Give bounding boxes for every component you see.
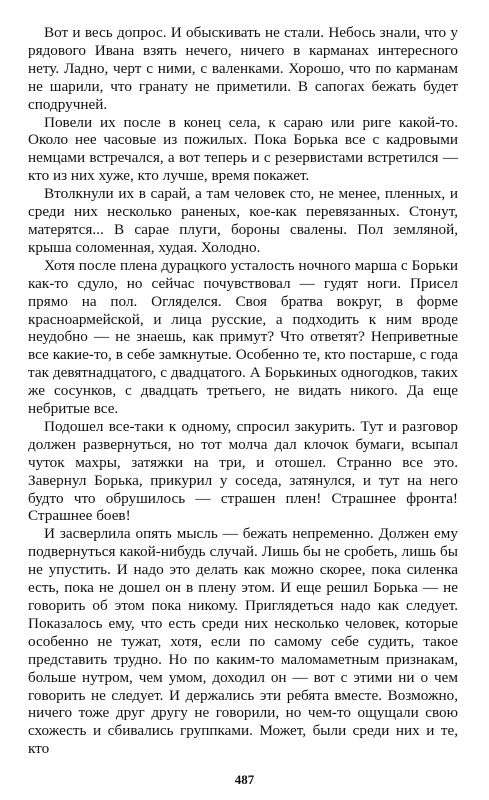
page-number: 487 xyxy=(234,772,255,787)
book-page-text xyxy=(28,24,458,758)
paragraph-5: Подошел все-таки к одному, спросил закурить. Тут и разговор должен развернуться, но тот молча дал клочок бумаги, всыпал чуток махры, затяжки на три, и отошел. Странно все это. Завернул Борька, прикурил у соседа, затянулся, и тут на него будто что обрушилось — страшен плен! Страшнее фронта! Страшнее боев! xyxy=(28,417,458,525)
paragraph-1: Вот и весь допрос. И обыскивать не стали. Небось знали, что у рядового Ивана взять нечего, ничего в карманах интересного нету. Ладно, черт с ними, с валенками. Хорошо, что по карманам не шарили, что гранату не приметили. В сапогах бежать будет сподручней. xyxy=(28,24,458,113)
paragraph-4: Хотя после плена дурацкого усталость ночного марша с Борьки как-то сдуло, но сейчас почувствовал — гудят ноги. Присел прямо на пол. Огляделся. Своя братва вокруг, в форме красноармейской, и лица русские, а подходить к ним вроде неудобно — не знаешь, как примут? Что ответят? Неприветные все какие-то, в себе замкнутые. Особенно те, кто постарше, с года так девятнадцатого, с двадцатого. А Борькиных одногодков, таких же сосунков, с двадцать третьего, не видать никого. Да еще небритые все. xyxy=(28,256,458,418)
paragraph-3: Втолкнули их в сарай, а там человек сто, не менее, пленных, и среди них несколько раненых, кое-как перевязанных. Стонут, матерятся... В сарае плуги, бороны свалены. Пол земляной, крыша соломенная, худая. Холодно. xyxy=(28,185,458,256)
paragraph-2: Повели их после в конец села, к сараю или риге какой-то. Около нее часовые из пожилых. Пока Борька все с кадровыми немцами встречался, а вот теперь и с резервистами встретился — кто из них хуже, кто лучше, время покажет. xyxy=(28,113,458,185)
paragraph-6: И засверлила опять мысль — бежать непременно. Должен ему подвернуться какой-нибудь случай. Лишь бы не сробеть, лишь бы не упустить. И надо это делать как можно скорее, пока силенка есть, пока не дошел он в плену этом. И еще решил Борька — не говорить об этом пока никому. Приглядеться надо как следует. Показалось ему, что есть среди них несколько человек, которые особенно не тужат, хотя, если по самому себе судить, такое представить трудно. Но по каким-то маломаметным признакам, больше нутром, чем умом, доходил он — вот с этими ни о чем говорить не следует. И держались эти ребята вместе. Возможно, ничего тоже друг другу не говорили, но чем-то ощущали свою схожесть и сбивались группками. Может, были среди них и те, кто xyxy=(28,525,458,758)
